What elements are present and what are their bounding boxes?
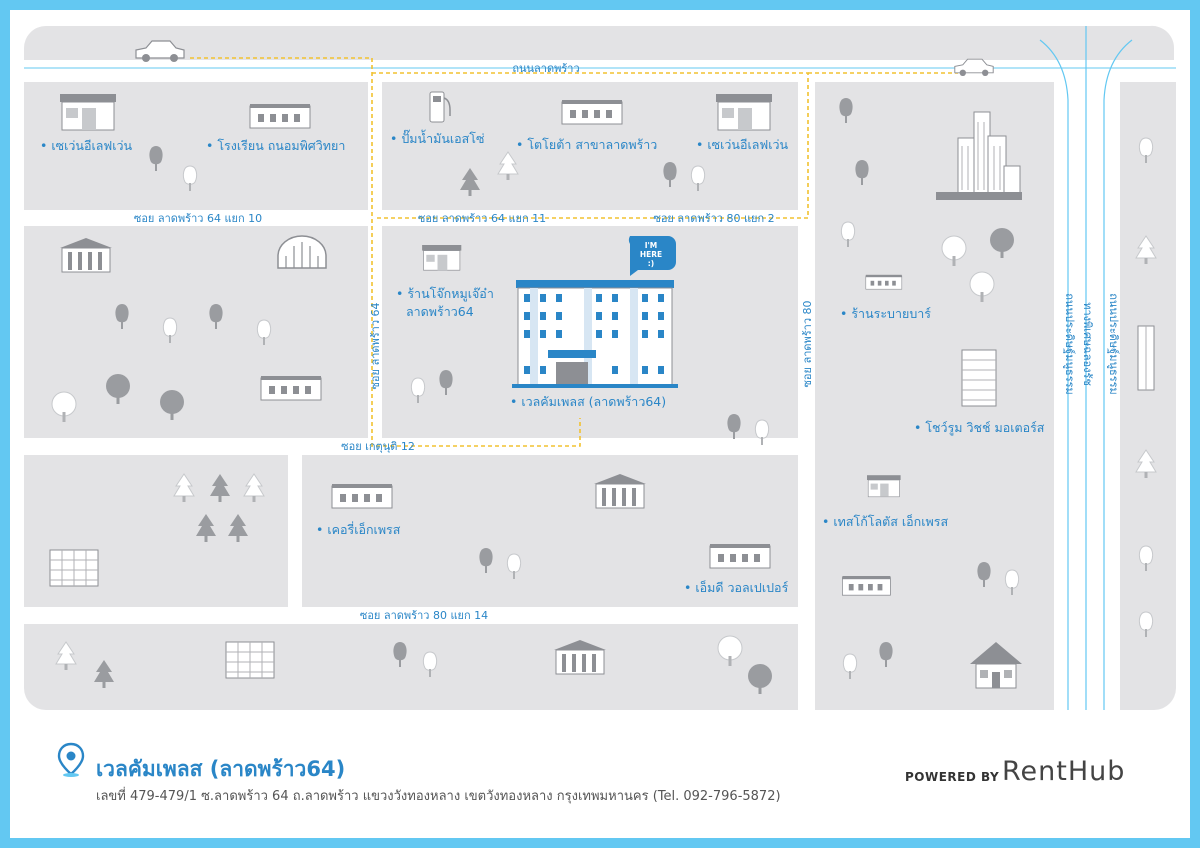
road-label-ketunut: ซอย เกตุนุติ 12: [341, 440, 415, 453]
building-icon: [261, 376, 321, 400]
road-label-highway-2: ทางพิเศษฉลองรัช: [1081, 302, 1094, 386]
car-showroom-icon: [562, 100, 622, 124]
hangar-icon: [278, 236, 326, 268]
hotel-building-icon: [512, 280, 678, 388]
label-jok-1: • ร้านโจ๊กหมูเจ๊อ๋า: [396, 286, 494, 301]
label-ranabai-bar: • ร้านระบายบาร์: [840, 306, 931, 321]
brand-logo[interactable]: RentHub: [1002, 756, 1126, 787]
label-md-wallpaper: • เอ็มดี วอลเปเปอร์: [684, 580, 789, 595]
location-pin-icon: [56, 742, 86, 778]
footer-address: เลขที่ 479-479/1 ซ.ลาดพร้าว 64 ถ.ลาดพร้าว แขวงวังทองหลาง เขตวังทองหลาง กรุงเทพมหานคร (Tel. 092-796-5872): [96, 789, 781, 804]
shop-icon: [422, 245, 461, 270]
shop-icon: [710, 544, 770, 568]
shop-icon: [867, 475, 901, 497]
road-label-highway-1: ถนนประดิษฐ์มนูธรรม: [1063, 293, 1076, 395]
label-showroom: • โชว์รูม วิชช์ มอเตอร์ส: [914, 420, 1045, 435]
marker-text-2: HERE: [639, 250, 663, 259]
shop-icon: [60, 94, 116, 130]
shop-icon: [716, 94, 772, 130]
city-block-top: [24, 26, 1174, 60]
label-7eleven-2: • เซเว่นอีเลฟเว่น: [696, 137, 789, 152]
post-office-icon: [332, 484, 392, 508]
building-icon: [50, 550, 98, 586]
road-label-soi-10: ซอย ลาดพร้าว 64 แยก 10: [133, 212, 263, 225]
powered-by-label: POWERED BY: [905, 770, 1000, 784]
label-esso: • ปั๊มน้ำมันเอสโซ่: [390, 131, 485, 146]
label-toyota: • โตโยต้า สาขาลาดพร้าว: [516, 137, 658, 152]
road-label-soi-80: ซอย ลาดพร้าว 80: [801, 300, 814, 388]
road-label-soi-80-14: ซอย ลาดพร้าว 80 แยก 14: [359, 609, 489, 622]
road-label-soi-64: ซอย ลาดพร้าว 64: [369, 302, 382, 390]
road-label-soi-80-2: ซอย ลาดพร้าว 80 แยก 2: [653, 212, 775, 225]
building-icon: [842, 576, 890, 595]
footer-title: เวลคัมเพลส (ลาดพร้าว64): [96, 757, 346, 781]
bar-icon: [866, 275, 902, 289]
label-kerry: • เคอรี่เอ็กเพรส: [316, 522, 401, 537]
road-label-soi-11: ซอย ลาดพร้าว 64 แยก 11: [417, 212, 547, 225]
road-label-highway-3: ถนนประดิษฐ์มนูธรรม: [1107, 293, 1120, 395]
building-icon: [226, 642, 274, 678]
label-jok-2: ลาดพร้าว64: [406, 304, 474, 319]
marker-text-1: I'M: [644, 241, 658, 250]
label-school: • โรงเรียน ถนอมพิศวิทยา: [206, 138, 346, 153]
school-icon: [250, 104, 310, 128]
marker-text-3: :): [647, 259, 655, 268]
label-7eleven-1: • เซเว่นอีเลฟเว่น: [40, 138, 133, 153]
label-lotus: • เทสโก้โลตัส เอ็กเพรส: [822, 514, 949, 529]
road-label-lat-phrao: ถนนลาดพร้าว: [512, 62, 580, 75]
building-icon: [962, 350, 996, 406]
label-welcome-place: • เวลคัมเพลส (ลาดพร้าว64): [510, 394, 667, 409]
building-icon: [1138, 326, 1154, 390]
city-block: [24, 624, 798, 710]
